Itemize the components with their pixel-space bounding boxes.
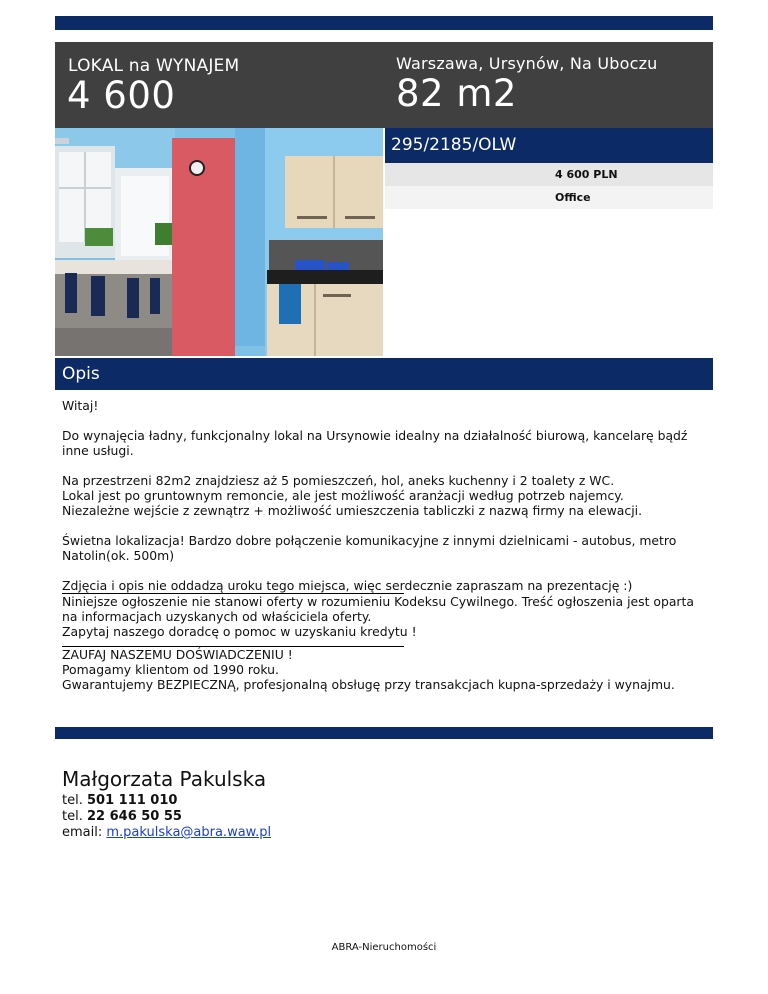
price-headline: 4 600 <box>67 74 176 117</box>
phone-number-primary[interactable]: 501 111 010 <box>86 793 178 808</box>
description-paragraph: Do wynajęcia ładny, funkcjonalny lokal na Ursynowie idealny na działalność biurową, kancelarę bądź inne usługi. <box>62 428 688 458</box>
disclaimer-text: Niniejsze ogłoszenie nie stanowi oferty w rozumieniu Kodeksu Cywilnego. Treść ogłoszenia jest oparta na informacjach uzyskanych od właściciela oferty. <box>62 594 694 624</box>
description-paragraph: Zdjęcia i opis nie oddadzą uroku tego miejsca, więc serdecznie zapraszam na prezentację :) <box>62 578 633 593</box>
phone-line <box>62 793 271 809</box>
description-heading: Opis <box>55 358 713 390</box>
description-line: Na przestrzeni 82m2 znajdziesz aż 5 pomieszczeń, hol, aneks kuchenny i 2 toalety z WC. <box>62 473 615 488</box>
description-line: Lokal jest po gruntownym remoncie, ale jest możliwość aranżacji według potrzeb najemcy. <box>62 488 624 503</box>
phone-number-secondary[interactable]: 22 646 50 55 <box>86 809 182 824</box>
top-accent-bar <box>55 16 713 30</box>
agent-name: Małgorzata Pakulska <box>62 767 267 791</box>
description-greeting: Witaj! <box>62 398 99 413</box>
phone-line <box>62 809 271 825</box>
property-category: Office <box>385 186 713 209</box>
listing-reference-number: 295/2185/OLW <box>385 128 713 163</box>
price-detail: 4 600 PLN <box>385 163 713 186</box>
credit-help-text: Zapytaj naszego doradcę o pomoc w uzyskaniu kredytu ! <box>62 624 417 639</box>
property-photo <box>55 128 383 356</box>
email-line <box>62 825 271 841</box>
agent-contact-card <box>62 767 271 841</box>
area-headline: 82 m2 <box>396 72 517 115</box>
guarantee-text: Gwarantujemy BEZPIECZNĄ, profesjonalną obsługę przy transakcjach kupna-sprzedaży i wynajmu. <box>62 677 675 692</box>
listing-header <box>55 42 713 128</box>
property-type-label: LOKAL na WYNAJEM <box>68 56 240 76</box>
phone-label: tel. <box>62 793 83 808</box>
location-label: Warszawa, Ursynów, Na Uboczu <box>396 54 658 73</box>
description-paragraph: Świetna lokalizacja! Bardzo dobre połączenie komunikacyjne z innymi dzielnicami - autobus, metro Natolin(ok. 500m) <box>62 533 677 563</box>
description-line: Niezależne wejście z zewnątrz + możliwość umieszczenia tabliczki z nazwą firmy na elewacji. <box>62 503 643 518</box>
email-label: email: <box>62 825 103 840</box>
description-paragraph <box>62 473 712 518</box>
section-accent-bar <box>55 727 713 739</box>
email-link[interactable]: m.pakulska@abra.waw.pl <box>106 825 272 840</box>
description-body <box>62 398 712 692</box>
phone-label: tel. <box>62 809 83 824</box>
trust-slogan: ZAUFAJ NASZEMU DOŚWIADCZENIU ! <box>62 647 293 662</box>
experience-text: Pomagamy klientom od 1990 roku. <box>62 662 279 677</box>
footer-company-name: ABRA-Nieruchomości <box>331 942 437 953</box>
